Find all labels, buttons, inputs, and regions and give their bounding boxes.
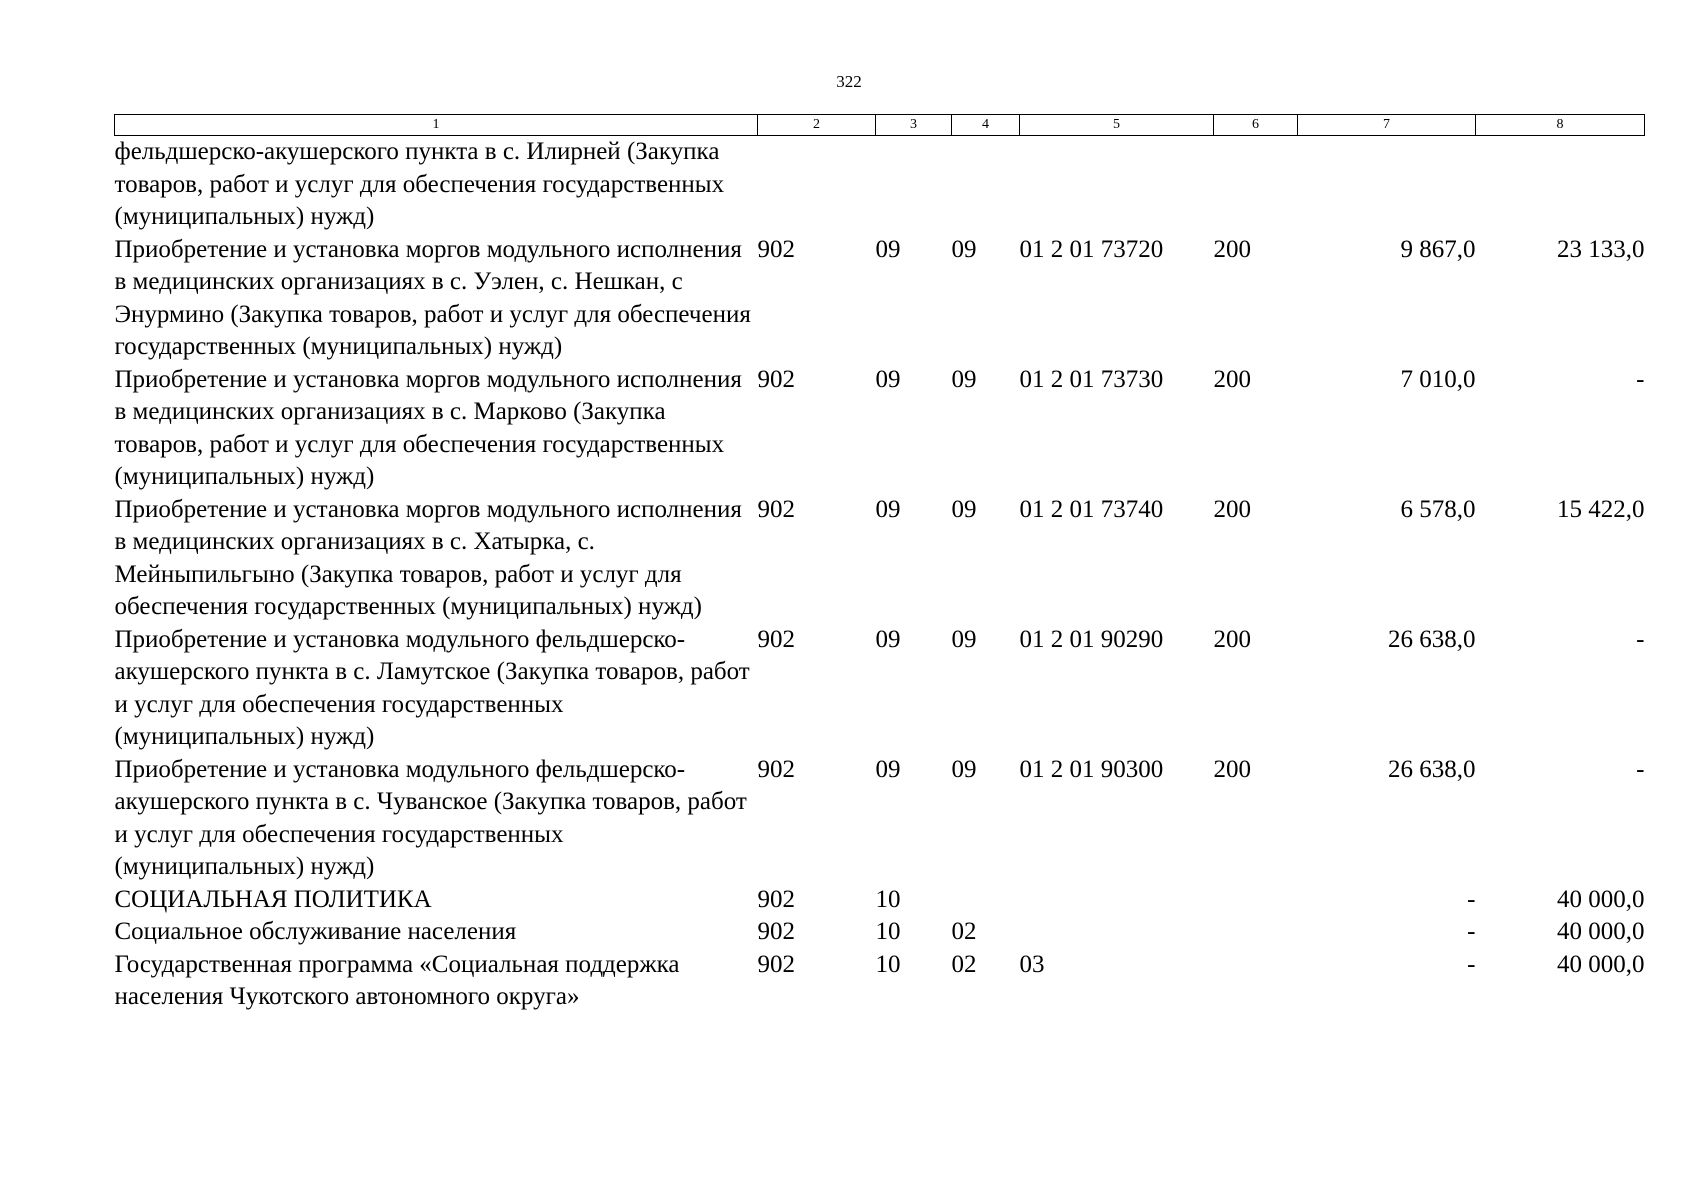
row-section-code: 09 — [875, 495, 901, 523]
row-amount-year-1: - — [1467, 918, 1476, 945]
row-amount-year-1 — [1298, 136, 1476, 234]
column-header-7: 7 — [1298, 115, 1476, 136]
column-header-1: 1 — [115, 115, 758, 136]
table-row — [115, 884, 1645, 917]
row-subsection-code: 09 — [951, 235, 977, 263]
row-ministry-code: 902 — [757, 885, 795, 913]
row-expense-type — [1214, 136, 1298, 234]
row-ministry-code: 902 — [757, 365, 795, 393]
row-subsection-code: 09 — [951, 495, 977, 523]
table-row — [115, 494, 1645, 624]
row-ministry-code: 902 — [757, 235, 795, 263]
row-target-article: 01 2 01 73740 — [1019, 495, 1164, 523]
row-ministry-code: 902 — [757, 755, 795, 783]
row-subsection-code: 09 — [951, 755, 977, 783]
column-header-5: 5 — [1020, 115, 1214, 136]
table-row — [115, 136, 1645, 234]
row-target-article — [1020, 916, 1214, 949]
column-header-4: 4 — [952, 115, 1020, 136]
table-row — [115, 916, 1645, 949]
row-subsection-code — [952, 884, 1020, 917]
row-amount-year-2: 40 000,0 — [1557, 950, 1645, 978]
row-target-article: 03 — [1019, 950, 1045, 978]
row-name: Приобретение и установка моргов модульного исполнения в медицинских организациях в с. Марково (Закупка товаров, работ и услуг для обеспечения государственных (муниципальных) нужд) — [114, 365, 742, 490]
row-section-code: 10 — [875, 918, 901, 945]
row-target-article — [1020, 884, 1214, 917]
row-name: Государственная программа «Социальная поддержка населения Чукотского автономного округа» — [114, 950, 680, 1010]
row-target-article — [1020, 136, 1214, 234]
table-row — [115, 949, 1645, 1014]
row-section-code: 10 — [875, 950, 901, 978]
row-target-article: 01 2 01 73720 — [1019, 235, 1164, 263]
row-subsection-code — [952, 136, 1020, 234]
column-header-3: 3 — [876, 115, 952, 136]
row-amount-year-2: 15 422,0 — [1557, 495, 1645, 523]
row-expense-type: 200 — [1213, 365, 1251, 393]
row-amount-year-1: 26 638,0 — [1388, 755, 1476, 783]
row-target-article: 01 2 01 90290 — [1019, 625, 1164, 653]
row-section-code — [876, 136, 952, 234]
table-row — [115, 624, 1645, 754]
row-ministry-code: 902 — [757, 950, 795, 978]
row-section-code: 09 — [875, 625, 901, 653]
row-expense-type — [1214, 949, 1298, 1014]
table-row — [115, 364, 1645, 494]
page-number: 322 — [836, 72, 862, 91]
row-amount-year-2: - — [1636, 755, 1645, 783]
row-subsection-code: 09 — [951, 625, 977, 653]
row-target-article: 01 2 01 73730 — [1019, 365, 1164, 393]
row-amount-year-2: - — [1636, 365, 1645, 393]
row-section-code: 09 — [875, 365, 901, 393]
row-expense-type: 200 — [1213, 495, 1251, 523]
row-amount-year-1: 7 010,0 — [1400, 365, 1476, 393]
row-ministry-code — [758, 136, 876, 234]
row-expense-type — [1214, 884, 1298, 917]
row-name: Приобретение и установка моргов модульного исполнения в медицинских организациях в с. Хатырка, с. Мейныпильгыно (Закупка товаров, работ и услуг для обеспечения государственных (муниципальных) нужд) — [114, 495, 742, 620]
column-number-header — [115, 115, 1645, 136]
row-amount-year-1: - — [1467, 950, 1476, 978]
row-name: фельдшерско-акушерского пункта в с. Илирней (Закупка товаров, работ и услуг для обеспечения государственных (муниципальных) нужд) — [114, 138, 725, 230]
row-amount-year-2: - — [1636, 625, 1645, 653]
row-name: Приобретение и установка моргов модульного исполнения в медицинских организациях в с. Уэлен, с. Нешкан, с Энурмино (Закупка товаров, работ и услуг для обеспечения государственных (муниципальных) нужд) — [114, 235, 751, 360]
row-expense-type: 200 — [1213, 625, 1251, 653]
row-section-code: 10 — [875, 885, 901, 913]
row-target-article: 01 2 01 90300 — [1019, 755, 1164, 783]
row-subsection-code: 02 — [951, 950, 977, 978]
row-amount-year-1: 6 578,0 — [1400, 495, 1476, 523]
row-section-code: 09 — [875, 235, 901, 263]
row-expense-type: 200 — [1213, 235, 1251, 263]
row-amount-year-1: 26 638,0 — [1388, 625, 1476, 653]
row-amount-year-2 — [1476, 136, 1645, 234]
column-header-8: 8 — [1476, 115, 1645, 136]
budget-table — [114, 114, 1645, 1014]
row-name: Приобретение и установка модульного фельдшерско-акушерского пункта в с. Ламутское (Закупка товаров, работ и услуг для обеспечения государственных (муниципальных) нужд) — [114, 625, 750, 750]
row-name: Социальное обслуживание населения — [114, 918, 517, 945]
row-amount-year-1: 9 867,0 — [1400, 235, 1476, 263]
row-amount-year-2: 40 000,0 — [1557, 918, 1645, 945]
row-amount-year-2: 40 000,0 — [1557, 885, 1645, 913]
row-amount-year-1: - — [1467, 885, 1476, 913]
row-ministry-code: 902 — [757, 625, 795, 653]
row-ministry-code: 902 — [757, 918, 795, 945]
row-expense-type: 200 — [1213, 755, 1251, 783]
table-row — [115, 234, 1645, 364]
column-header-6: 6 — [1214, 115, 1298, 136]
row-amount-year-2: 23 133,0 — [1557, 235, 1645, 263]
row-subsection-code: 09 — [951, 365, 977, 393]
column-header-2: 2 — [758, 115, 876, 136]
table-row — [115, 754, 1645, 884]
row-ministry-code: 902 — [757, 495, 795, 523]
row-subsection-code: 02 — [951, 918, 977, 945]
row-name: СОЦИАЛЬНАЯ ПОЛИТИКА — [114, 885, 432, 913]
row-section-code: 09 — [875, 755, 901, 783]
row-expense-type — [1214, 916, 1298, 949]
row-name: Приобретение и установка модульного фельдшерско-акушерского пункта в с. Чуванское (Закупка товаров, работ и услуг для обеспечения государственных (муниципальных) нужд) — [114, 755, 747, 880]
